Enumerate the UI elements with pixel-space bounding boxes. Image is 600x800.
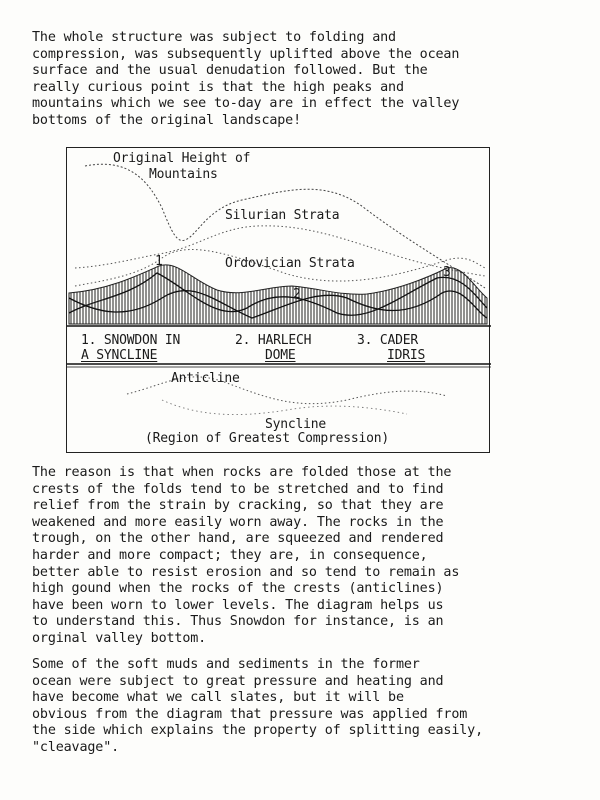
explanation-paragraph: The reason is that when rocks are folded those at the crests of the folds tend to be stretched and to find relief from the strain by cracking, so that they are weakened and more easily worn away. The rocks in the trough, on the other hand, are squeezed and rendered harder and more compact; they are, in consequence, better able to resist erosion and so tend to remain as high gound when the rocks of the crests (anticlines) have been worn to lower levels. The diagram helps us to understand this. Thus Snowdon for instance, is an orginal valley bottom.	[32, 465, 460, 646]
ground-hatching	[69, 265, 487, 324]
caption-harlech-line1: 2. HARLECH	[235, 333, 312, 348]
syncline-label: Syncline	[265, 417, 327, 432]
anticline-label: Anticline	[171, 371, 240, 386]
marker-1: 1	[155, 254, 163, 269]
marker-2: 2	[293, 287, 301, 302]
original-height-label-line2: Mountains	[149, 167, 218, 182]
ordovician-strata-label: Ordovician Strata	[225, 256, 355, 271]
marker-3: 3	[443, 265, 451, 280]
strata-diagram	[66, 147, 490, 453]
original-height-label-line1: Original Height of	[113, 151, 251, 166]
intro-paragraph: The whole structure was subject to folding and compression, was subsequently uplifted above the ocean surface and the usual denudation followed. But the really curious point is that the high peaks and mountains which we see to-day are in effect the valley bottoms of the original landscape!	[32, 30, 460, 128]
caption-snowdon-line2: A SYNCLINE	[81, 348, 158, 363]
caption-cader-line1: 3. CADER	[357, 333, 419, 348]
syncline-curve	[162, 400, 407, 415]
caption-snowdon-line1: 1. SNOWDON IN	[81, 333, 181, 348]
silurian-strata-label: Silurian Strata	[225, 208, 340, 223]
caption-harlech-line2: DOME	[265, 348, 296, 363]
caption-cader-line2: IDRIS	[387, 348, 426, 363]
syncline-note-label: (Region of Greatest Compression)	[145, 431, 390, 446]
slates-paragraph: Some of the soft muds and sediments in the former ocean were subject to great pressure and heating and have become what we call slates, but it will be obvious from the diagram that pressure was applied from the side which explains the property of splitting easily, "cleavage".	[32, 657, 483, 755]
strata-diagram-drawing	[67, 148, 491, 454]
